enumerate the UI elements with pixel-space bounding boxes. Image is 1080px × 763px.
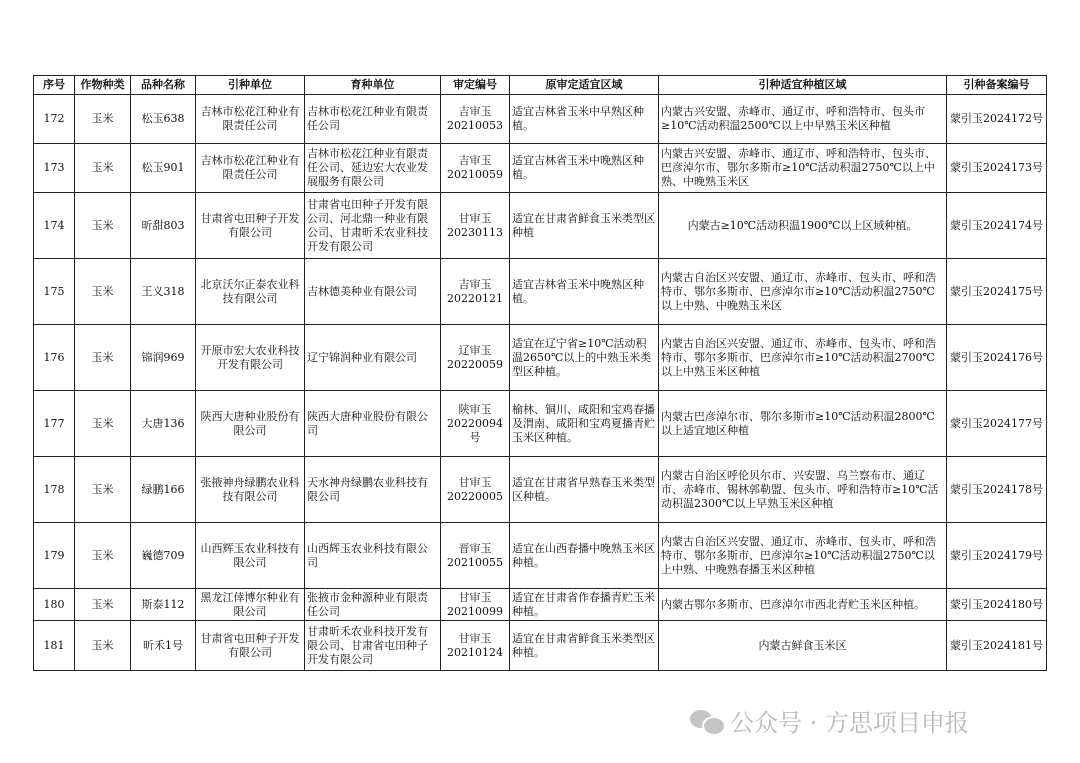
header-variety: 品种名称 xyxy=(131,76,196,95)
variety-table xyxy=(33,75,1047,671)
header-approval: 审定编号 xyxy=(441,76,510,95)
header-breeder: 育种单位 xyxy=(305,76,441,95)
header-record: 引种备案编号 xyxy=(947,76,1047,95)
table-row xyxy=(34,391,1047,457)
header-introducer: 引种单位 xyxy=(196,76,305,95)
cell-orig-region: 适宜吉林省玉米中晚熟区种植。 xyxy=(510,259,659,325)
cell-orig-region: 适宜吉林省玉米中早熟区种植。 xyxy=(510,95,659,144)
cell-no: 174 xyxy=(34,193,75,259)
cell-variety: 昕禾1号 xyxy=(131,621,196,671)
cell-introducer: 张掖神舟绿鹏农业科技有限公司 xyxy=(196,457,305,523)
cell-variety: 斯泰112 xyxy=(131,589,196,621)
cell-variety: 锦润969 xyxy=(131,325,196,391)
cell-approval: 吉审玉20210059 xyxy=(441,144,510,193)
cell-no: 176 xyxy=(34,325,75,391)
cell-intro-region: 内蒙古兴安盟、赤峰市、通辽市、呼和浩特市、包头市、巴彦淖尔市、鄂尔多斯市≥10℃活动积温2750℃以上中熟、中晚熟玉米区 xyxy=(659,144,947,193)
cell-intro-region: 内蒙古≥10℃活动积温1900℃以上区域种植。 xyxy=(659,193,947,259)
cell-approval: 晋审玉20210055 xyxy=(441,523,510,589)
header-no: 序号 xyxy=(34,76,75,95)
cell-breeder: 天水神舟绿鹏农业科技有限公司 xyxy=(305,457,441,523)
cell-orig-region: 适宜在山西春播中晚熟玉米区种植。 xyxy=(510,523,659,589)
cell-record: 蒙引玉2024173号 xyxy=(947,144,1047,193)
cell-no: 177 xyxy=(34,391,75,457)
table-row xyxy=(34,621,1047,671)
cell-approval: 辽审玉20220059 xyxy=(441,325,510,391)
table-row xyxy=(34,95,1047,144)
cell-orig-region: 榆林、铜川、咸阳和宝鸡春播及渭南、咸阳和宝鸡夏播青贮玉米区种植。 xyxy=(510,391,659,457)
table-row xyxy=(34,144,1047,193)
table-row xyxy=(34,325,1047,391)
cell-introducer: 山西辉玉农业科技有限公司 xyxy=(196,523,305,589)
cell-introducer: 甘肃省屯田种子开发有限公司 xyxy=(196,621,305,671)
table-row xyxy=(34,589,1047,621)
cell-variety: 王义318 xyxy=(131,259,196,325)
cell-breeder: 张掖市金种源种业有限责任公司 xyxy=(305,589,441,621)
cell-intro-region: 内蒙古自治区呼伦贝尔市、兴安盟、乌兰察布市、通辽市、赤峰市、锡林郭勒盟、包头市、呼和浩特市≥10℃活动积温2300℃以上早熟玉米区种植 xyxy=(659,457,947,523)
cell-record: 蒙引玉2024180号 xyxy=(947,589,1047,621)
cell-no: 175 xyxy=(34,259,75,325)
cell-approval: 陕审玉20220094号 xyxy=(441,391,510,457)
cell-record: 蒙引玉2024177号 xyxy=(947,391,1047,457)
cell-record: 蒙引玉2024176号 xyxy=(947,325,1047,391)
table-header-row xyxy=(34,76,1047,95)
cell-introducer: 陕西大唐种业股份有限公司 xyxy=(196,391,305,457)
cell-orig-region: 适宜在甘肃省鲜食玉米类型区种植 xyxy=(510,193,659,259)
cell-record: 蒙引玉2024181号 xyxy=(947,621,1047,671)
cell-approval: 甘审玉20210124 xyxy=(441,621,510,671)
table-row xyxy=(34,193,1047,259)
cell-breeder: 吉林德美种业有限公司 xyxy=(305,259,441,325)
cell-breeder: 吉林市松花江种业有限责任公司、延边宏大农业发展服务有限公司 xyxy=(305,144,441,193)
cell-variety: 昕甜803 xyxy=(131,193,196,259)
table-row xyxy=(34,523,1047,589)
cell-breeder: 吉林市松花江种业有限责任公司 xyxy=(305,95,441,144)
cell-intro-region: 内蒙古自治区兴安盟、通辽市、赤峰市、包头市、呼和浩特市、鄂尔多斯市、巴彦淖尔市≥10℃活动积温2750℃以上中熟、中晚熟玉米区 xyxy=(659,259,947,325)
cell-introducer: 吉林市松花江种业有限责任公司 xyxy=(196,144,305,193)
cell-record: 蒙引玉2024179号 xyxy=(947,523,1047,589)
cell-crop: 玉米 xyxy=(75,193,131,259)
cell-breeder: 甘肃昕禾农业科技开发有限公司、甘肃省屯田种子开发有限公司 xyxy=(305,621,441,671)
cell-approval: 甘审玉20210099 xyxy=(441,589,510,621)
cell-no: 173 xyxy=(34,144,75,193)
cell-approval: 吉审玉20210053 xyxy=(441,95,510,144)
cell-introducer: 北京沃尔正泰农业科技有限公司 xyxy=(196,259,305,325)
cell-crop: 玉米 xyxy=(75,144,131,193)
cell-introducer: 甘肃省屯田种子开发有限公司 xyxy=(196,193,305,259)
cell-orig-region: 适宜吉林省玉米中晚熟区种植。 xyxy=(510,144,659,193)
cell-breeder: 甘肃省屯田种子开发有限公司、河北鼎一种业有限公司、甘肃昕禾农业科技开发有限公司 xyxy=(305,193,441,259)
cell-crop: 玉米 xyxy=(75,523,131,589)
cell-intro-region: 内蒙古巴彦淖尔市、鄂尔多斯市≥10℃活动积温2800℃以上适宜地区种植 xyxy=(659,391,947,457)
cell-record: 蒙引玉2024178号 xyxy=(947,457,1047,523)
cell-no: 181 xyxy=(34,621,75,671)
cell-crop: 玉米 xyxy=(75,325,131,391)
cell-variety: 松玉901 xyxy=(131,144,196,193)
cell-orig-region: 适宜在甘肃省作春播青贮玉米种植。 xyxy=(510,589,659,621)
cell-intro-region: 内蒙古鄂尔多斯市、巴彦淖尔市西北青贮玉米区种植。 xyxy=(659,589,947,621)
table-row xyxy=(34,457,1047,523)
cell-orig-region: 适宜在辽宁省≥10℃活动积温2650℃以上的中熟玉米类型区种植。 xyxy=(510,325,659,391)
cell-no: 178 xyxy=(34,457,75,523)
header-intro-region: 引种适宜种植区域 xyxy=(659,76,947,95)
cell-crop: 玉米 xyxy=(75,391,131,457)
cell-approval: 吉审玉20220121 xyxy=(441,259,510,325)
cell-record: 蒙引玉2024172号 xyxy=(947,95,1047,144)
cell-breeder: 山西辉玉农业科技有限公司 xyxy=(305,523,441,589)
cell-crop: 玉米 xyxy=(75,457,131,523)
cell-breeder: 陕西大唐种业股份有限公司 xyxy=(305,391,441,457)
cell-no: 179 xyxy=(34,523,75,589)
cell-no: 172 xyxy=(34,95,75,144)
cell-introducer: 开原市宏大农业科技开发有限公司 xyxy=(196,325,305,391)
cell-approval: 甘审玉20220005 xyxy=(441,457,510,523)
cell-variety: 绿鹏166 xyxy=(131,457,196,523)
cell-crop: 玉米 xyxy=(75,95,131,144)
cell-record: 蒙引玉2024175号 xyxy=(947,259,1047,325)
cell-approval: 甘审玉20230113 xyxy=(441,193,510,259)
table-row xyxy=(34,259,1047,325)
cell-variety: 巍德709 xyxy=(131,523,196,589)
cell-crop: 玉米 xyxy=(75,589,131,621)
watermark xyxy=(690,703,969,738)
cell-crop: 玉米 xyxy=(75,621,131,671)
cell-intro-region: 内蒙古自治区兴安盟、通辽市、赤峰市、包头市、呼和浩特市、鄂尔多斯市、巴彦淖尔≥10℃活动积温2750℃以上中熟、中晚熟春播玉米区种植 xyxy=(659,523,947,589)
cell-variety: 大唐136 xyxy=(131,391,196,457)
watermark-text: 公众号 · 方思项目申报 xyxy=(730,709,969,737)
cell-no: 180 xyxy=(34,589,75,621)
cell-intro-region: 内蒙古自治区兴安盟、通辽市、赤峰市、包头市、呼和浩特市、鄂尔多斯市、巴彦淖尔市≥10℃活动积温2700℃以上中熟玉米区种植 xyxy=(659,325,947,391)
cell-record: 蒙引玉2024174号 xyxy=(947,193,1047,259)
wechat-icon xyxy=(690,708,724,734)
cell-introducer: 黑龙江倖博尔种业有限公司 xyxy=(196,589,305,621)
cell-breeder: 辽宁锦润种业有限公司 xyxy=(305,325,441,391)
cell-intro-region: 内蒙古鲜食玉米区 xyxy=(659,621,947,671)
cell-orig-region: 适宜在甘肃省鲜食玉米类型区种植。 xyxy=(510,621,659,671)
cell-orig-region: 适宜在甘肃省早熟春玉米类型区种植。 xyxy=(510,457,659,523)
cell-introducer: 吉林市松花江种业有限责任公司 xyxy=(196,95,305,144)
cell-intro-region: 内蒙古兴安盟、赤峰市、通辽市、呼和浩特市、包头市≥10℃活动积温2500℃以上中早熟玉米区种植 xyxy=(659,95,947,144)
cell-variety: 松玉638 xyxy=(131,95,196,144)
cell-crop: 玉米 xyxy=(75,259,131,325)
header-orig-region: 原审定适宜区域 xyxy=(510,76,659,95)
header-crop: 作物种类 xyxy=(75,76,131,95)
